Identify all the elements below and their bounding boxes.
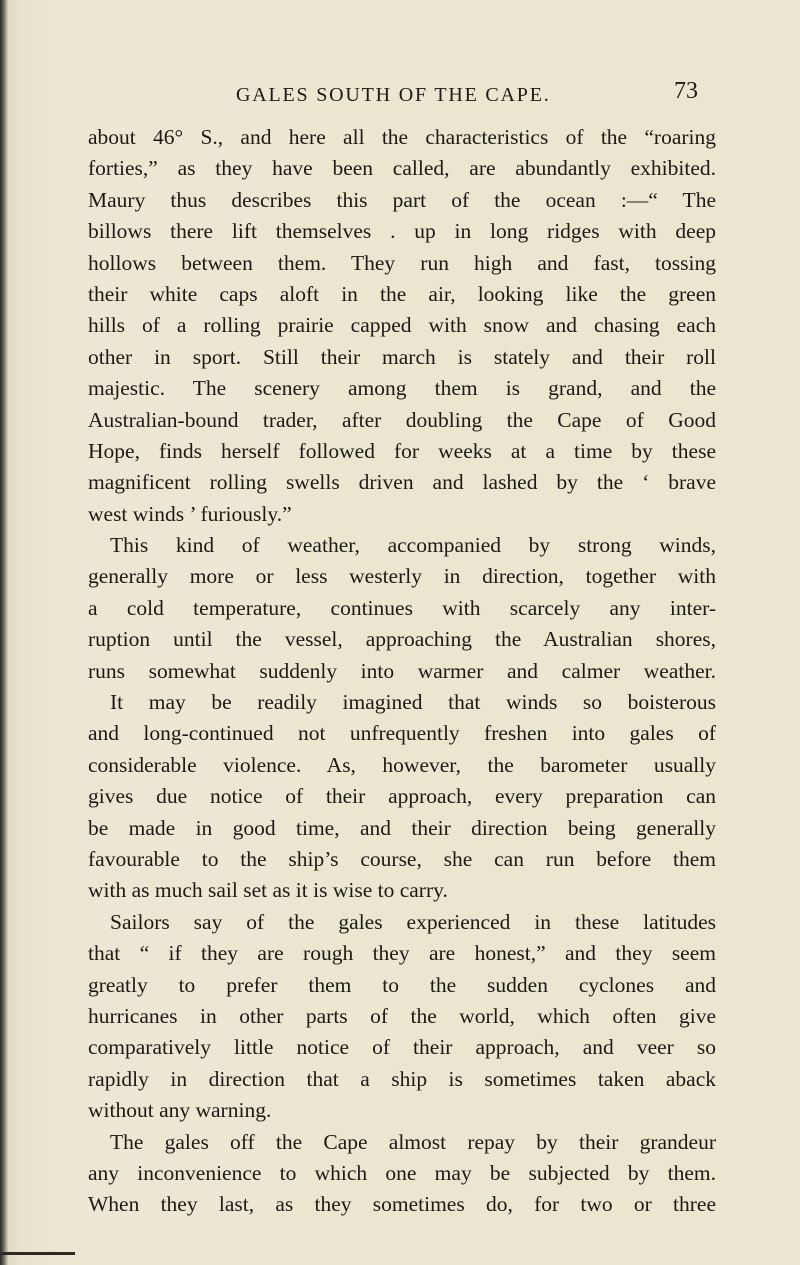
running-head-title: GALES SOUTH OF THE CAPE. xyxy=(236,84,551,106)
running-head xyxy=(88,78,698,112)
text-line: hollows between them. They run high and fast, tossing xyxy=(88,250,716,275)
text-line: without any warning. xyxy=(88,1098,272,1123)
text-line: and long-continued not unfrequently freshen into gales of xyxy=(88,721,716,746)
text-line: west winds ’ furiously.” xyxy=(88,501,292,526)
text-line: gives due notice of their approach, every preparation can xyxy=(88,784,716,809)
text-line: favourable to the ship’s course, she can run before them xyxy=(88,846,716,871)
text-line: about 46° S., and here all the characteristics of the “roaring xyxy=(88,125,716,149)
text-line: Hope, finds herself followed for weeks at a time by these xyxy=(88,438,716,463)
text-line: with as much sail set as it is wise to carry. xyxy=(88,878,448,903)
text-line: any inconvenience to which one may be subjected by them. xyxy=(88,1160,716,1185)
text-line: considerable violence. As, however, the barometer usually xyxy=(88,752,716,777)
paragraph-start-line: It may be readily imagined that winds so boisterous xyxy=(110,690,716,715)
text-line: Maury thus describes this part of the ocean :—“ The xyxy=(88,187,716,212)
text-line: billows there lift themselves . up in long ridges with deep xyxy=(88,219,716,244)
paragraph-start-line: Sailors say of the gales experienced in these latitudes xyxy=(110,909,716,934)
text-line: runs somewhat suddenly into warmer and calmer weather. xyxy=(88,658,716,683)
text-line: hurricanes in other parts of the world, which often give xyxy=(88,1003,716,1028)
text-line: Australian-bound trader, after doubling the Cape of Good xyxy=(88,407,716,432)
text-line: be made in good time, and their direction being generally xyxy=(88,815,716,840)
text-line: greatly to prefer them to the sudden cyclones and xyxy=(88,972,716,997)
text-line: When they last, as they sometimes do, for two or three xyxy=(88,1192,716,1217)
text-line: other in sport. Still their march is stately and their roll xyxy=(88,344,716,369)
text-line: hills of a rolling prairie capped with snow and chasing each xyxy=(88,313,716,338)
page-number: 73 xyxy=(674,78,698,104)
text-line: comparatively little notice of their approach, and veer so xyxy=(88,1035,716,1060)
text-line: generally more or less westerly in direction, together with xyxy=(88,564,716,589)
text-line: that “ if they are rough they are honest,” and they seem xyxy=(88,941,716,966)
text-line: magnificent rolling swells driven and lashed by the ‘ brave xyxy=(88,470,716,495)
text-line: rapidly in direction that a ship is sometimes taken aback xyxy=(88,1066,716,1091)
page-gutter-shadow xyxy=(0,0,8,1265)
text-line: ruption until the vessel, approaching the Australian shores, xyxy=(88,627,716,652)
text-line: a cold temperature, continues with scarcely any inter- xyxy=(88,595,716,620)
text-line: forties,” as they have been called, are abundantly exhibited. xyxy=(88,156,716,181)
page-edge-rule xyxy=(0,1252,75,1255)
body-text xyxy=(88,122,716,1221)
text-line: their white caps aloft in the air, looking like the green xyxy=(88,281,716,306)
paragraph-start-line: This kind of weather, accompanied by strong winds, xyxy=(110,533,716,558)
text-line: majestic. The scenery among them is grand, and the xyxy=(88,376,716,401)
paragraph-start-line: The gales off the Cape almost repay by their grandeur xyxy=(110,1129,716,1154)
